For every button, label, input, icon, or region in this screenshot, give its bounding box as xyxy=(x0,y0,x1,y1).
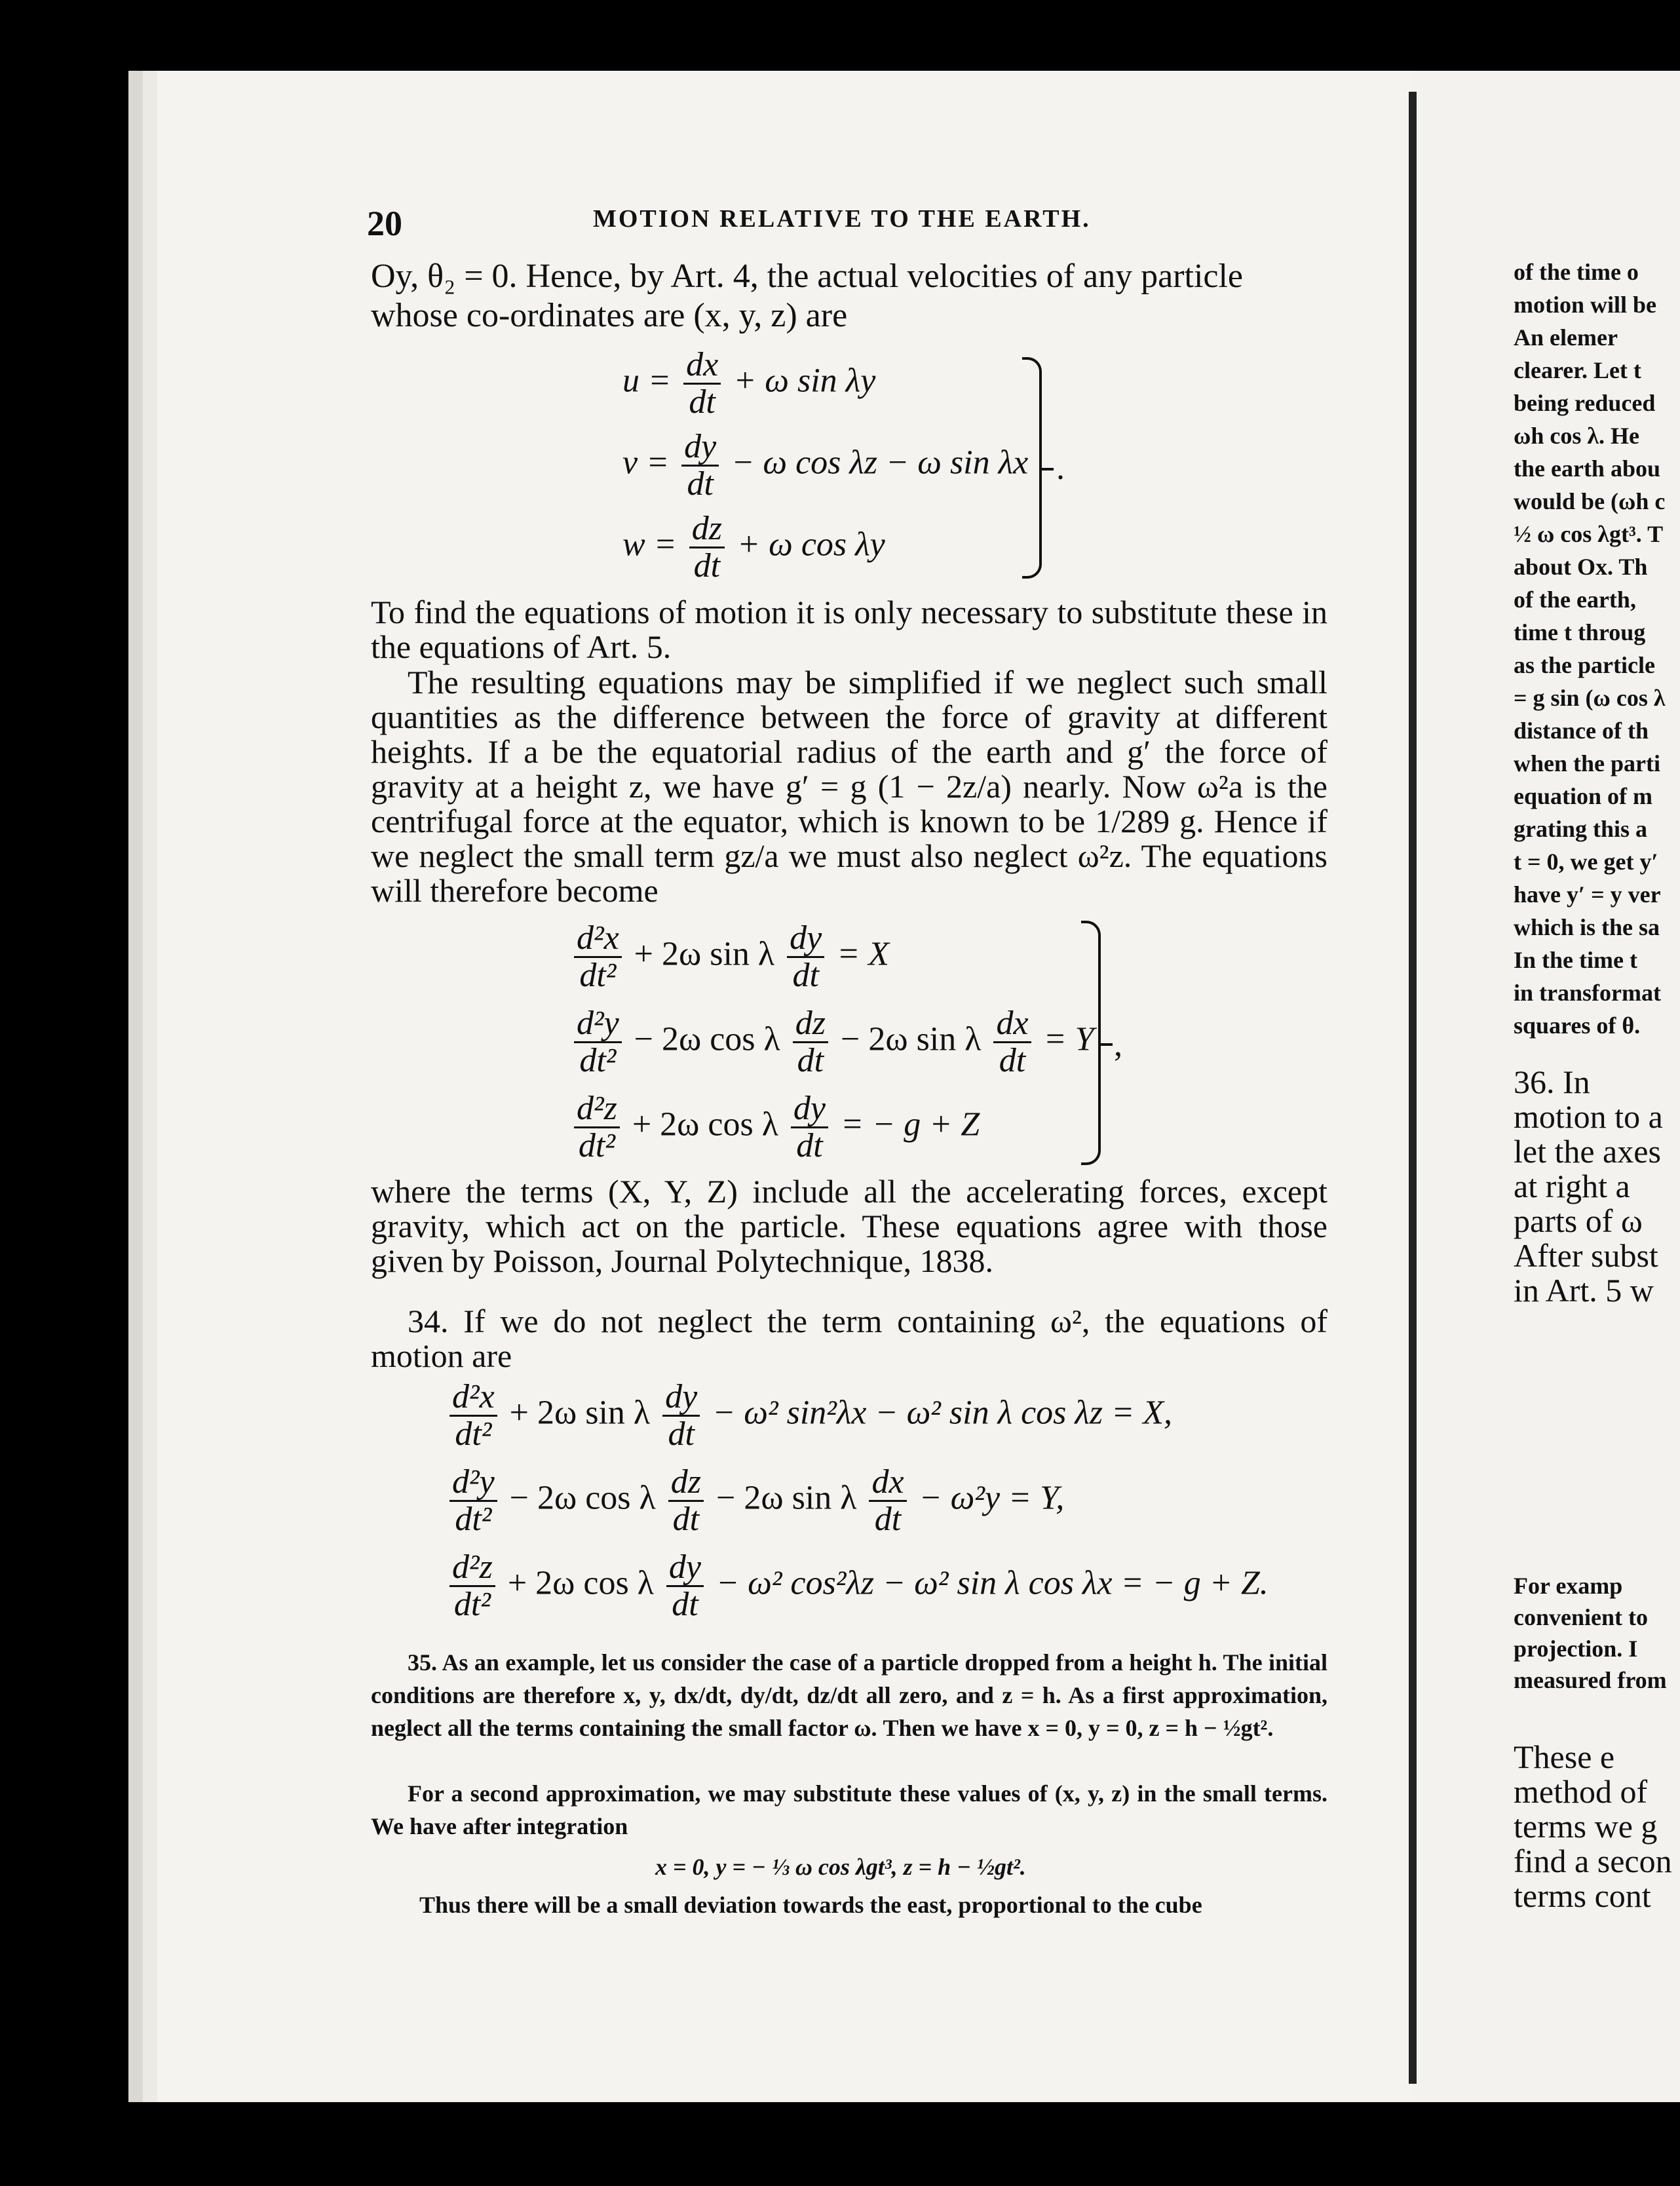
motion-eq-3: $\frac{\text{d²z}}{\text{dt²}}$ + 2ω cos λ $\frac{dy}{dt}$ = − g + Z xyxy=(570,1091,980,1164)
result-eq: x = 0, y = − ⅓ ω cos λgt³, z = h − ½gt². xyxy=(655,1854,1026,1880)
book-gutter xyxy=(1409,92,1417,2084)
right-page-line: These e xyxy=(1514,1738,1615,1775)
para-3: The resulting equations may be simplified if we neglect such small quantities as the difference between the force of gravity at different heights. If a be the equatorial radius of the earth and g′ the force of gravity at a height z, we have g′ = g (1 − 2z/a) nearly. Now ω²a is the centrifugal force at the equator, which is known to be 1/289 g. Hence if we neglect the small term gz/a we must also neglect ω²z. The equations will therefore become xyxy=(371,664,1327,909)
right-page-line: would be (ωh c xyxy=(1514,488,1666,514)
para-4: where the terms (X, Y, Z) include all the accelerating forces, except gravity, which act on the particle. These equations agree with those given by Poisson, Journal Polytechnique, 1838. xyxy=(371,1173,1327,1279)
right-page-line: parts of ω xyxy=(1514,1202,1643,1239)
full-eq-2: $\frac{\text{d²y}}{\text{dt²}}$ − 2ω cos λ $\frac{dz}{dt}$ − 2ω sin λ $\frac{dx}{dt}$ − ω²y = Y, xyxy=(446,1465,1064,1537)
para-5: 34. If we do not neglect the term containing ω², the equations of motion are xyxy=(371,1303,1327,1374)
right-page-line: An elemer xyxy=(1514,324,1618,351)
right-page-line: distance of th xyxy=(1514,718,1649,744)
para-1-line-2: whose co-ordinates are (x, y, z) are xyxy=(371,297,848,334)
right-page-line: For examp xyxy=(1514,1573,1623,1599)
right-page-line: = g sin (ω cos λ xyxy=(1514,685,1666,711)
right-page-line: grating this a xyxy=(1514,816,1648,842)
motion-brace xyxy=(1081,921,1101,1165)
right-page-line: convenient to xyxy=(1514,1604,1648,1630)
right-page-line: method of xyxy=(1514,1773,1648,1810)
right-page-line: projection. I xyxy=(1514,1636,1638,1662)
right-page-line: about Ox. Th xyxy=(1514,554,1648,580)
motion-eq-2: $\frac{\text{d²y}}{\text{dt²}}$ − 2ω cos λ $\frac{dz}{dt}$ − 2ω sin λ $\frac{dx}{dt}$ = Y xyxy=(570,1006,1094,1079)
right-page-line: In the time t xyxy=(1514,947,1637,973)
right-page-line: let the axes xyxy=(1514,1133,1661,1170)
right-page-line: terms we g xyxy=(1514,1808,1658,1845)
right-page-line: in transformat xyxy=(1514,980,1661,1006)
velocity-end: . xyxy=(1056,450,1065,487)
right-page-line: motion to a xyxy=(1514,1098,1663,1135)
right-page-line: when the parti xyxy=(1514,750,1660,777)
velocity-eq-v: v = $\frac{dy}{dt}$ − ω cos λz − ω sin λx xyxy=(622,428,1029,503)
right-page-line: at right a xyxy=(1514,1168,1630,1204)
right-page-line: find a secon xyxy=(1514,1843,1672,1879)
full-eq-3: $\frac{\text{d²z}}{\text{dt²}}$ + 2ω cos λ $\frac{dy}{dt}$ − ω² cos²λz − ω² sin λ cos λx = − g + Z. xyxy=(446,1550,1269,1622)
right-page-line: 36. In xyxy=(1514,1064,1590,1100)
para-1-line-1: Oy, θ₂ = 0. Hence, by Art. 4, the actual velocities of any particle xyxy=(371,258,1244,295)
right-page-line: time t throug xyxy=(1514,619,1646,645)
para-7: For a second approximation, we may substitute these values of (x, y, z) in the small terms. We have after integration xyxy=(371,1780,1327,1839)
right-page-line: clearer. Let t xyxy=(1514,357,1641,383)
right-page-line: in Art. 5 w xyxy=(1514,1272,1654,1309)
right-page-line: terms cont xyxy=(1514,1877,1651,1914)
right-page-line: the earth abou xyxy=(1514,455,1660,482)
right-page-line: as the particle xyxy=(1514,652,1655,678)
motion-end: , xyxy=(1114,1026,1122,1064)
right-page-line: of the earth, xyxy=(1514,586,1636,613)
velocity-eq-w: w = $\frac{dz}{dt}$ + ω cos λy xyxy=(622,510,885,585)
para-6: 35. As an example, let us consider the case of a particle dropped from a height h. The initial conditions are therefore x, y, dx/dt, dy/dt, dz/dt all zero, and z = h. As a first approximation, neglect all the terms containing the small factor ω. Then we have x = 0, y = 0, z = h − ½gt². xyxy=(371,1649,1327,1741)
para-8: Thus there will be a small deviation towards the east, proportional to the cube xyxy=(419,1892,1202,1918)
right-page-line: of the time o xyxy=(1514,259,1639,285)
full-eq-1: $\frac{\text{d²x}}{\text{dt²}}$ + 2ω sin λ $\frac{dy}{dt}$ − ω² sin²λx − ω² sin λ cos λz = X, xyxy=(446,1379,1172,1452)
right-page-line: have y′ = y ver xyxy=(1514,881,1661,908)
velocity-brace xyxy=(1022,357,1042,579)
right-page-line: squares of θ. xyxy=(1514,1012,1641,1039)
para-2: To find the equations of motion it is only necessary to substitute these in the equations of Art. 5. xyxy=(371,594,1327,665)
velocity-eq-u: u = $\frac{dx}{dt}$ + ω sin λy xyxy=(622,346,876,421)
right-page-line: After subst xyxy=(1514,1237,1658,1274)
right-page-line: ½ ω cos λgt³. T xyxy=(1514,521,1664,547)
right-page-line: t = 0, we get y′ xyxy=(1514,849,1658,875)
right-page-line: being reduced xyxy=(1514,390,1656,416)
page-number: 20 xyxy=(367,204,402,243)
right-page-line: equation of m xyxy=(1514,783,1653,809)
right-page-line: ωh cos λ. He xyxy=(1514,423,1639,449)
right-page-line: which is the sa xyxy=(1514,914,1660,940)
right-page-line: motion will be xyxy=(1514,292,1657,318)
motion-eq-1: $\frac{\text{d²x}}{\text{dt²}}$ + 2ω sin λ $\frac{dy}{dt}$ = X xyxy=(570,921,889,993)
right-page-line: measured from xyxy=(1514,1667,1667,1693)
